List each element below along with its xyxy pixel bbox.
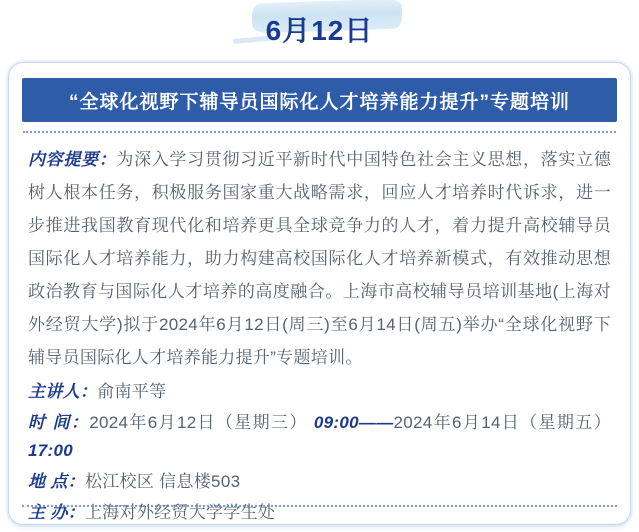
title-banner <box>22 78 617 122</box>
speaker-value: 俞南平等 <box>97 382 167 401</box>
time-date-end: 2024年6月14日（星期五） <box>393 413 611 432</box>
summary-paragraph <box>28 143 611 374</box>
dotted-divider-bottom <box>22 505 617 507</box>
date-title: 6月12日 <box>265 15 374 46</box>
speaker-row <box>28 378 611 406</box>
organizer-label: 主 办： <box>28 503 85 522</box>
time-row <box>28 409 611 465</box>
title-banner-text: “全球化视野下辅导员国际化人才培养能力提升”专题培训 <box>68 91 570 113</box>
location-label: 地 点： <box>28 472 85 491</box>
dotted-divider-top <box>23 131 616 133</box>
card-content <box>22 133 617 525</box>
summary-text: 为深入学习贯彻习近平新时代中国特色社会主义思想，落实立德树人根本任务，积极服务国家重大战略需求，回应人才培养时代诉求，进一步推进我国教育现代化和培养更具全球竞争力的人才，着力提升高校辅导员国际化人才培养能力，助力构建高校国际化人才培养新模式，有效推动思想政治教育与国际化人才培养的高度融合。上海市高校辅导员培训基地(上海对外经贸大学)拟于2024年6月12日(周三)至6月14日(周五)举办“全球化视野下辅导员国际化人才培养能力提升”专题培训。 <box>28 150 611 367</box>
location-value: 松江校区 信息楼503 <box>84 472 241 491</box>
summary-label: 内容提要： <box>28 150 117 169</box>
organizer-row <box>28 499 611 525</box>
announcement-card <box>8 62 631 525</box>
organizer-value: 上海对外经贸大学学生处 <box>84 503 276 522</box>
time-start-value: 09:00—— <box>313 413 394 432</box>
header <box>0 0 639 56</box>
time-end-value: 17:00 <box>28 441 73 460</box>
speaker-label: 主讲人： <box>28 382 98 401</box>
location-row <box>28 468 611 496</box>
time-date-start: 2024年6月12日（星期三） <box>89 413 314 432</box>
time-label: 时 间： <box>28 413 90 432</box>
